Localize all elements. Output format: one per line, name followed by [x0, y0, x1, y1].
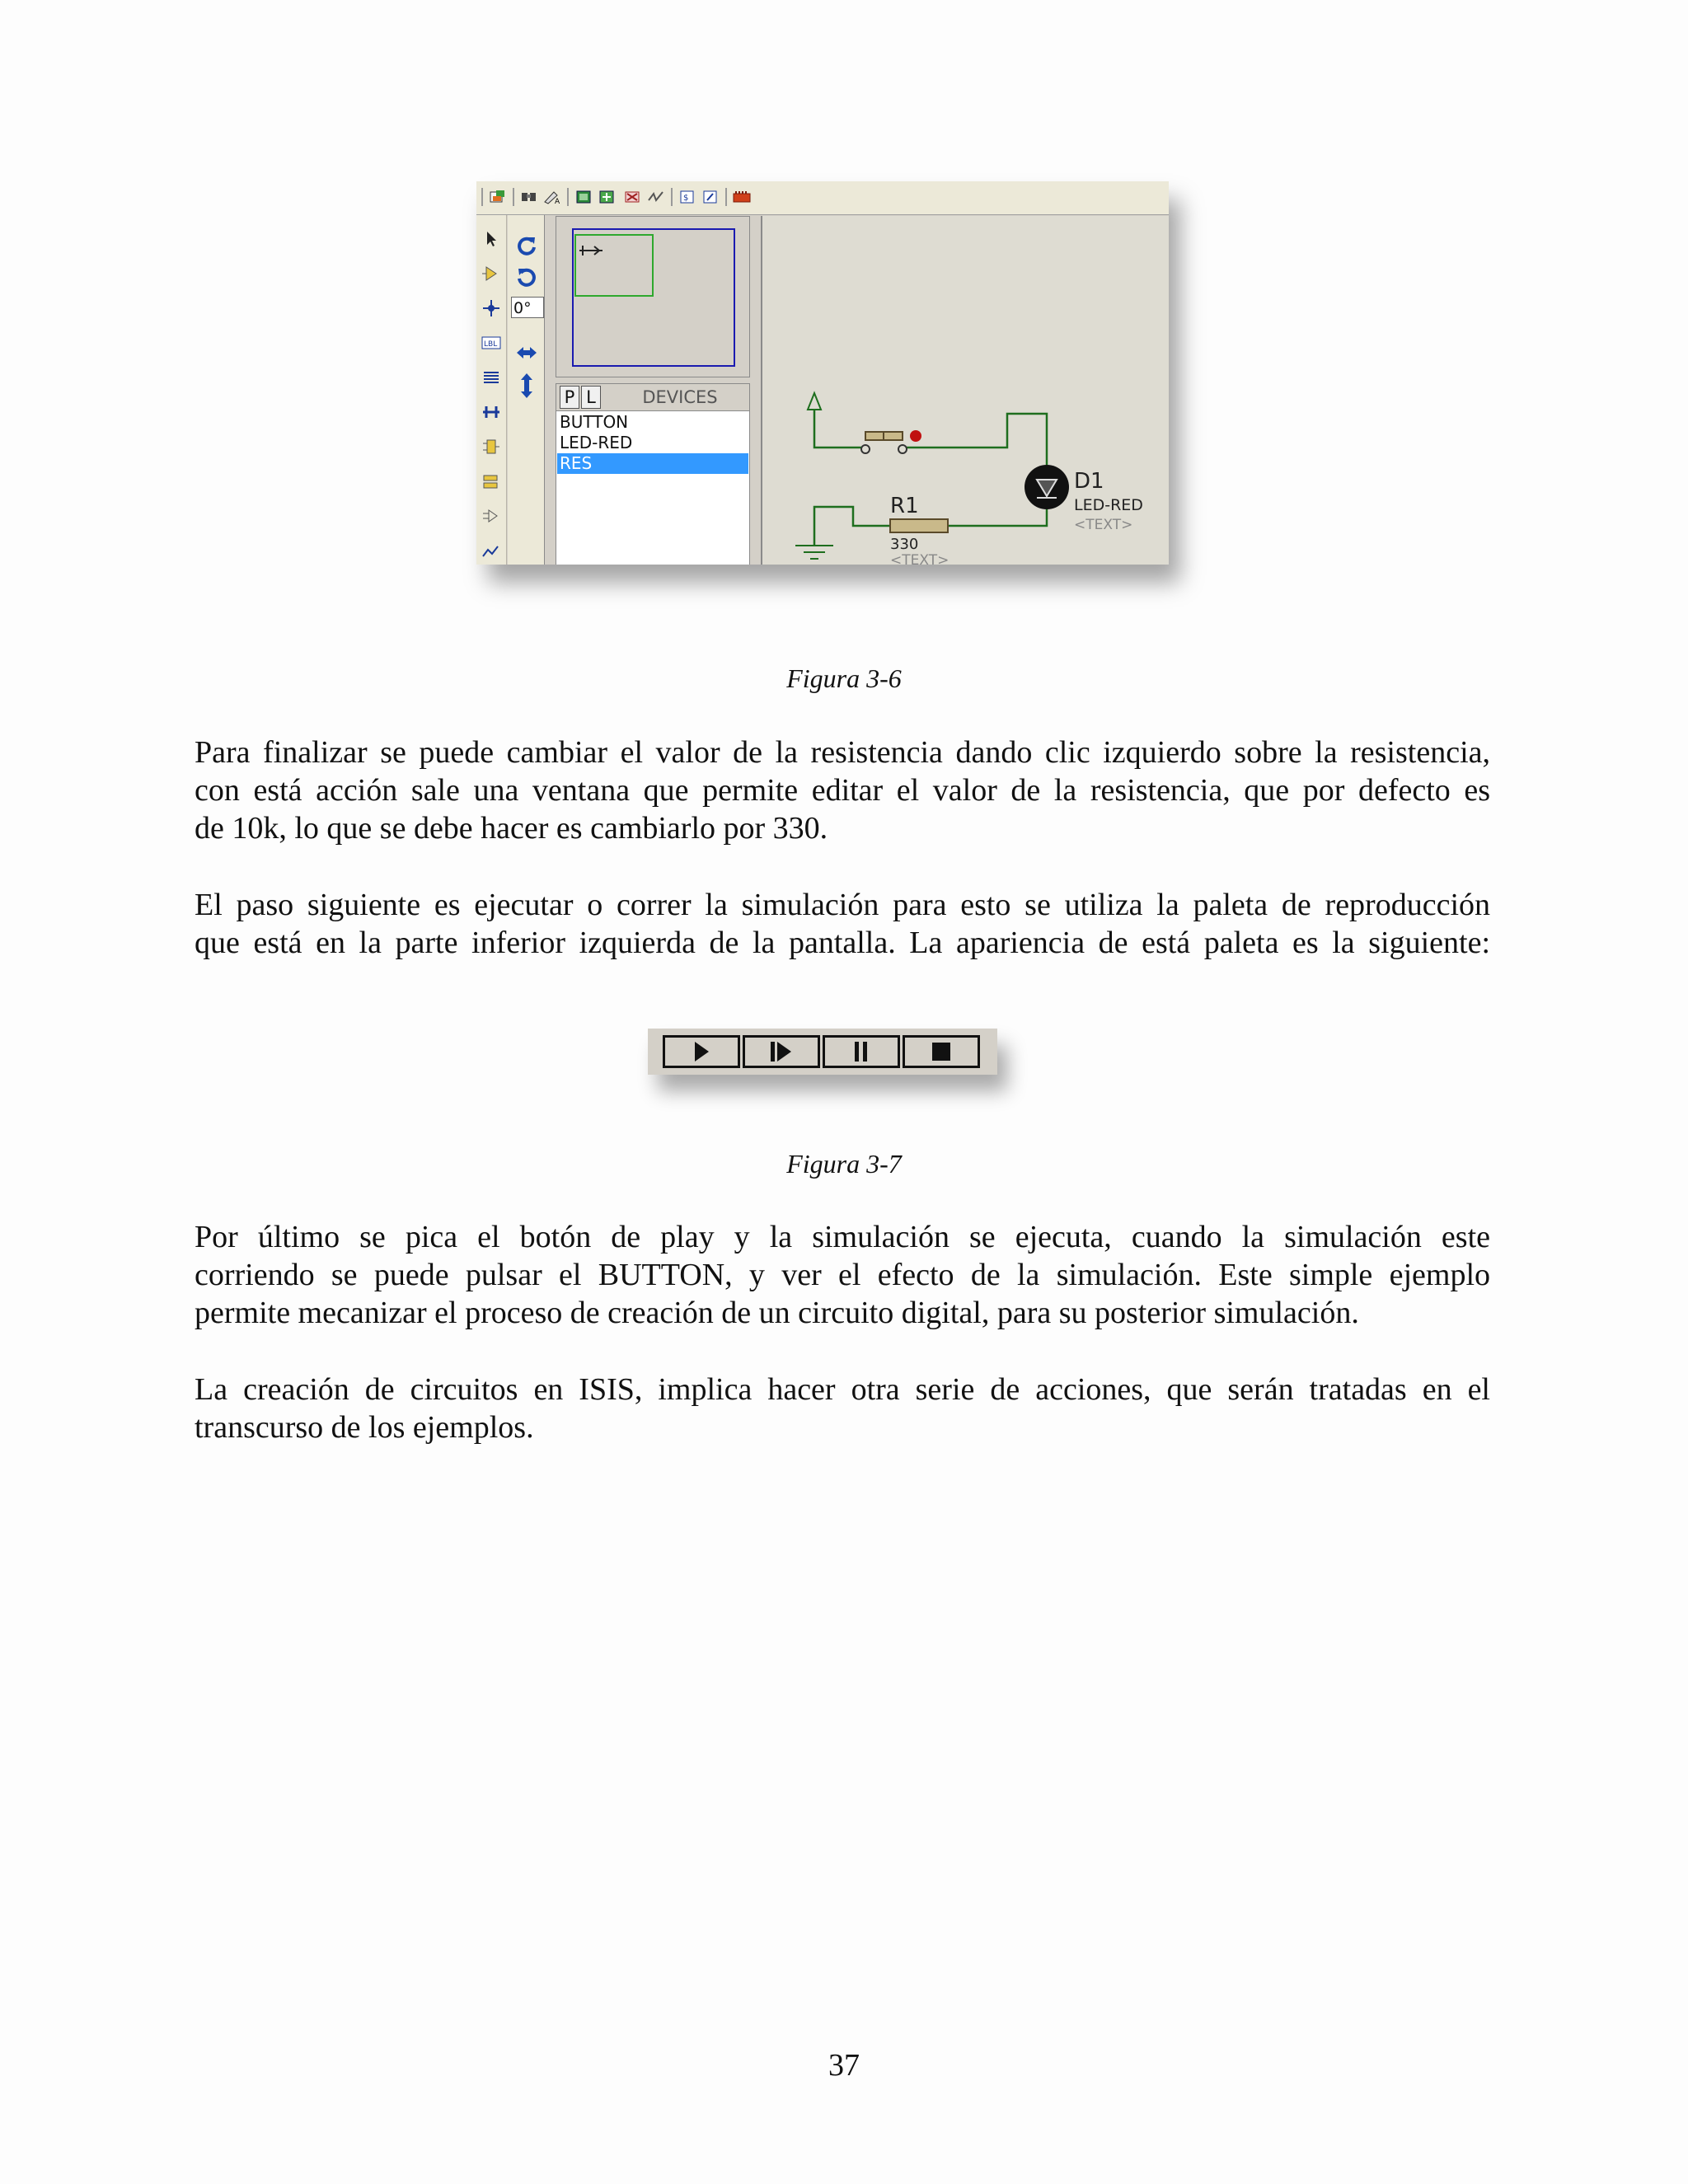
terminals-icon[interactable]	[481, 472, 501, 490]
toolbar-separator	[725, 188, 727, 206]
paragraph-line: con está acción sale una ventana que permite editar el valor de la resistencia, que por defecto es	[195, 773, 1490, 808]
toolbar-separator	[481, 188, 483, 206]
simulation-playback-palette	[648, 1029, 997, 1075]
schematic-drawing	[762, 216, 1169, 565]
overview-circuit-thumbnail	[578, 244, 604, 257]
property-assign-icon[interactable]	[542, 189, 562, 205]
junction-dot-icon[interactable]	[481, 299, 501, 317]
overview-visible-area[interactable]	[574, 234, 654, 297]
bill-of-materials-icon[interactable]	[623, 189, 643, 205]
paragraph-line: El paso siguiente es ejecutar o correr la simulación para esto se utiliza la paleta de reproducción	[195, 888, 1490, 922]
paragraph	[195, 1371, 1490, 1446]
wire	[814, 410, 865, 448]
stop-icon	[931, 1042, 951, 1062]
isis-screenshot	[476, 181, 1169, 565]
svg-text:LBL: LBL	[484, 340, 498, 349]
rotation-angle-field[interactable]: 0°	[511, 297, 544, 318]
main-toolbar	[476, 181, 1169, 215]
led-reference-label: D1	[1074, 469, 1104, 494]
ground-terminal-icon[interactable]	[795, 546, 833, 559]
bus-icon[interactable]	[481, 403, 501, 421]
paragraph-line: permite mecanizar el proceso de creación de un circuito digital, para su posterior simulación.	[195, 1296, 1359, 1330]
pushbutton-component[interactable]	[861, 430, 921, 453]
paragraph	[195, 733, 1490, 847]
mirror-vertical-icon[interactable]	[514, 372, 539, 400]
wire	[903, 414, 1047, 462]
toolbar-separator	[671, 188, 673, 206]
figure-caption: Figura 3-6	[786, 663, 902, 693]
step-button[interactable]	[743, 1035, 820, 1068]
paragraph-line: Por último se pica el botón de play y la simulación se ejecuta, cuando la simulación este	[195, 1220, 1490, 1254]
wire	[814, 507, 890, 546]
page-number: 37	[828, 2048, 860, 2083]
electrical-check-icon[interactable]	[646, 189, 666, 205]
resistor-text-label: <TEXT>	[890, 552, 950, 565]
pause-icon	[852, 1041, 870, 1062]
led-text-label: <TEXT>	[1074, 517, 1133, 533]
paragraph	[195, 1218, 1490, 1332]
orientation-toolbar	[508, 215, 545, 565]
svg-text:A: A	[555, 198, 560, 205]
new-sheet-icon[interactable]	[488, 189, 508, 205]
component-mode-icon[interactable]	[481, 265, 501, 283]
rotate-anticlockwise-icon[interactable]	[514, 265, 539, 289]
figure-caption: Figura 3-7	[786, 1149, 902, 1179]
wire-label-icon[interactable]	[481, 334, 501, 352]
selection-mode-icon[interactable]	[481, 230, 501, 248]
devices-panel-header	[556, 384, 749, 411]
device-pins-icon[interactable]	[481, 507, 501, 525]
overview-window[interactable]	[556, 216, 750, 377]
libraries-button[interactable]: L	[581, 386, 601, 409]
pick-devices-button[interactable]: P	[560, 386, 579, 409]
pause-button[interactable]	[823, 1035, 900, 1068]
devices-panel	[556, 383, 750, 565]
stop-button[interactable]	[903, 1035, 980, 1068]
paragraph-line: transcurso de los ejemplos.	[195, 1410, 534, 1445]
resistor-reference-label: R1	[890, 494, 919, 518]
paragraph	[195, 886, 1490, 962]
export-icon[interactable]	[701, 189, 720, 205]
subcircuit-icon[interactable]	[481, 438, 501, 456]
device-item-led-red[interactable]: LED-RED	[560, 433, 633, 452]
paragraph-line: de 10k, lo que se debe hacer es cambiarlo por 330.	[195, 811, 828, 846]
svg-text:$: $	[683, 194, 689, 203]
toolbar-separator	[513, 188, 514, 206]
devices-panel-title: DEVICES	[642, 387, 718, 407]
ares-pcb-icon[interactable]	[732, 189, 752, 205]
rotate-clockwise-icon[interactable]	[514, 233, 539, 258]
ares-netlist-icon[interactable]	[678, 189, 697, 205]
device-item-button[interactable]: BUTTON	[560, 412, 629, 432]
led-component[interactable]	[1025, 465, 1069, 509]
toolbar-separator	[567, 188, 569, 206]
paragraph-line: que está en la parte inferior izquierda de la pantalla. La apariencia de está paleta es la siguiente:	[195, 926, 1490, 960]
step-icon	[769, 1041, 794, 1062]
resistor-component[interactable]	[890, 519, 948, 532]
play-button[interactable]	[663, 1035, 740, 1068]
mode-toolbar	[476, 215, 507, 565]
graph-mode-icon[interactable]	[481, 541, 501, 560]
netlist-icon[interactable]	[574, 189, 593, 205]
device-item-res[interactable]: RES	[557, 453, 748, 474]
schematic-canvas[interactable]	[761, 216, 1169, 565]
play-icon	[692, 1041, 710, 1062]
binoculars-icon[interactable]	[519, 189, 539, 205]
wire	[948, 513, 1047, 526]
led-value-label: LED-RED	[1074, 496, 1143, 514]
mirror-horizontal-icon[interactable]	[514, 342, 539, 363]
text-script-icon[interactable]	[481, 368, 501, 387]
add-component-icon[interactable]	[597, 189, 617, 205]
power-terminal-icon[interactable]	[808, 393, 821, 410]
paragraph-line: Para finalizar se puede cambiar el valor de la resistencia dando clic izquierdo sobre la resistencia,	[195, 735, 1490, 770]
paragraph-line: corriendo se puede pulsar el BUTTON, y ver el efecto de la simulación. Este simple ejemplo	[195, 1258, 1490, 1292]
paragraph-line: La creación de circuitos en ISIS, implica hacer otra serie de acciones, que serán tratadas en el	[195, 1372, 1490, 1407]
resistor-value-label: 330	[890, 536, 919, 553]
